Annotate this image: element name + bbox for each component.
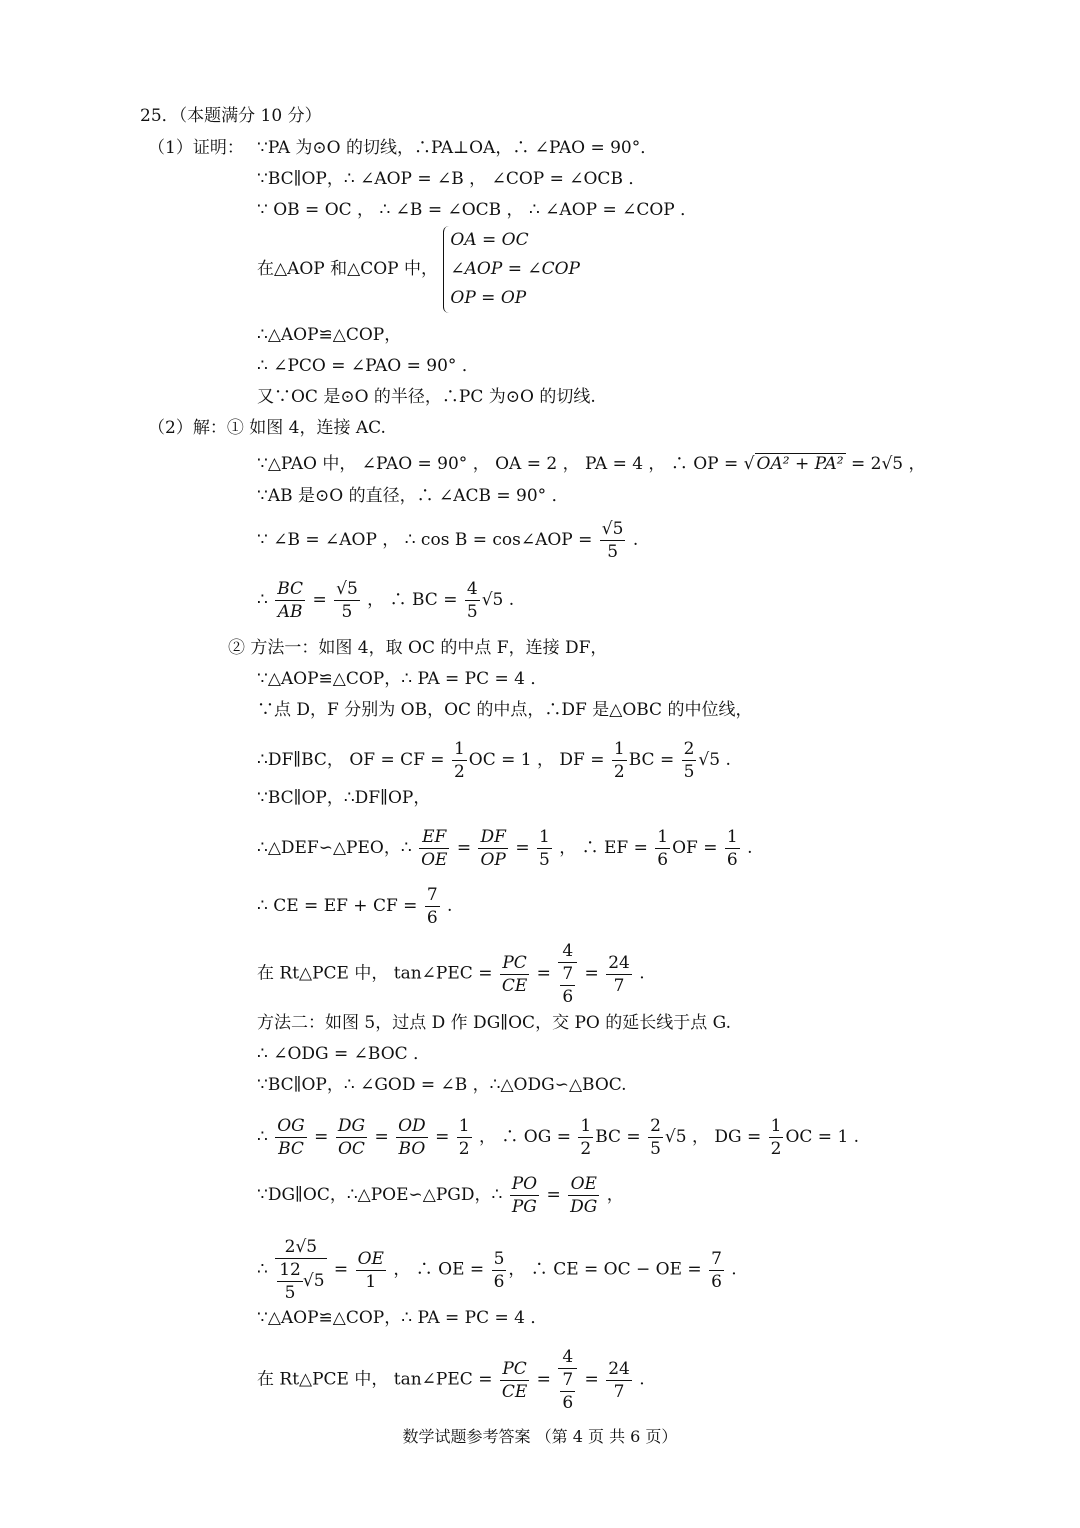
- therefore: ∴: [257, 1127, 274, 1147]
- part1-line1: ∵PA 为⊙O 的切线，∴PA⊥OA，∴ ∠PAO = 90°．: [257, 138, 658, 158]
- equals: =: [541, 1185, 567, 1205]
- ef-text: ， ∴ EF =: [553, 838, 654, 858]
- denominator: 5: [341, 602, 353, 622]
- numerator: 1: [538, 827, 550, 847]
- sqrt5: √5: [664, 1127, 687, 1147]
- period: .: [725, 1259, 737, 1280]
- numerator: 1: [657, 827, 669, 847]
- denominator: 2: [580, 1139, 592, 1159]
- equals: =: [308, 1127, 334, 1147]
- denominator: 5: [466, 602, 478, 622]
- sqrt5: √5: [698, 750, 721, 770]
- period: .: [441, 896, 453, 916]
- numerator: 12: [279, 1260, 301, 1280]
- oe-text: ， ∴ OE =: [387, 1259, 490, 1280]
- equals: =: [531, 1369, 557, 1390]
- fraction: [725, 826, 740, 871]
- complex-fraction: [558, 1346, 577, 1414]
- fraction: [510, 1173, 539, 1218]
- method2-line3: ∵BC∥OP，∴ ∠GOD = ∠B ，∴△ODG∽△BOC.: [257, 1075, 627, 1095]
- numerator: 2√5: [275, 1236, 326, 1259]
- df-text: ∴DF∥BC， OF = CF =: [257, 750, 450, 770]
- fraction: [492, 1248, 507, 1293]
- df-text3: BC =: [628, 750, 680, 770]
- fraction: [452, 738, 467, 783]
- denominator: 5: [538, 850, 550, 870]
- numerator: BC: [277, 579, 304, 599]
- triangle-compare-text: 在△AOP 和△COP 中，: [257, 259, 438, 279]
- equals: =: [307, 590, 333, 610]
- fraction: [465, 578, 480, 623]
- fraction: [425, 884, 440, 929]
- method2-line2: ∴ ∠ODG = ∠BOC ．: [257, 1044, 431, 1064]
- ce-text: ∴ CE = EF + CF =: [257, 896, 423, 916]
- denominator: BC: [278, 1139, 304, 1159]
- denominator: AB: [277, 602, 303, 622]
- dg-text: ， DG =: [686, 1127, 767, 1147]
- op-text: ∵△PAO 中， ∠PAO = 90° ， OA = 2 ， PA = 4 ， ∴ OP =: [257, 454, 744, 474]
- denominator: 5: [607, 542, 619, 562]
- fraction: [500, 1358, 529, 1403]
- system-eq2: ∠AOP = ∠COP: [450, 259, 580, 279]
- fraction: [457, 1115, 472, 1160]
- numerator: OG: [277, 1116, 305, 1136]
- part2-line4: [257, 578, 514, 623]
- method2-line7: ∵△AOP≌△COP，∴ PA = PC = 4 ．: [257, 1308, 548, 1328]
- denominator: PG: [511, 1197, 537, 1217]
- denominator: CE: [501, 1381, 528, 1402]
- denominator: CE: [501, 975, 528, 996]
- similar-text: ∵DG∥OC，∴△POE∽△PGD，∴: [257, 1185, 508, 1205]
- numerator: 2: [650, 1116, 661, 1136]
- equation-system: [443, 226, 580, 313]
- numerator: OE: [357, 1248, 384, 1269]
- denominator: 6: [711, 1271, 722, 1292]
- therefore: ∴: [257, 1259, 274, 1280]
- numerator: 2: [683, 739, 695, 759]
- numerator: 1: [770, 1116, 782, 1136]
- denominator: OC: [337, 1139, 365, 1159]
- numerator: PO: [511, 1174, 538, 1194]
- fraction: [275, 1115, 307, 1160]
- denominator: 6: [426, 908, 438, 928]
- period: .: [741, 838, 753, 858]
- numerator: DF: [480, 827, 506, 847]
- numerator: 4: [558, 1346, 577, 1369]
- similar-text: ∴△DEF∽△PEO，∴: [257, 838, 418, 858]
- numerator: 7: [562, 1370, 574, 1390]
- denominator: 5: [284, 1283, 296, 1303]
- system-eq1: OA = OC: [450, 230, 529, 250]
- fraction: [396, 1115, 428, 1160]
- equals: =: [369, 1127, 395, 1147]
- comma: ，: [601, 1185, 624, 1205]
- numerator: 1: [458, 1116, 470, 1136]
- numerator: 7: [562, 964, 574, 984]
- denominator: OP: [480, 850, 506, 870]
- fraction: [275, 578, 305, 623]
- numerator: 24: [608, 952, 630, 973]
- part2-label: （2）解：① 如图 4，连接 AC.: [148, 418, 386, 438]
- denominator: 7: [613, 1381, 625, 1402]
- method1-line3: ∵点 D，F 分别为 OB，OC 的中点，∴DF 是△OBC 的中位线，: [257, 700, 753, 720]
- denominator: 5: [683, 762, 695, 782]
- fraction: [682, 738, 697, 783]
- method2-line6: [257, 1236, 737, 1304]
- period: .: [503, 590, 515, 610]
- part1-line5: ∴△AOP≌△COP，: [257, 325, 402, 345]
- numerator: √5: [336, 579, 358, 599]
- og-text: ， ∴ OG =: [473, 1127, 577, 1147]
- numerator: 4: [558, 940, 577, 963]
- op-result: = 2√5 ，: [845, 454, 926, 474]
- part1-line2: ∵BC∥OP，∴ ∠AOP = ∠B ， ∠COP = ∠OCB ．: [257, 169, 646, 189]
- therefore: ∴: [257, 590, 274, 610]
- numerator: 1: [580, 1116, 592, 1136]
- part1-line6: ∴ ∠PCO = ∠PAO = 90° ．: [257, 356, 479, 376]
- fraction: [655, 826, 670, 871]
- equals: =: [451, 838, 477, 858]
- method1-line4: [257, 738, 731, 783]
- numerator: √5: [601, 519, 624, 539]
- denominator: 5: [650, 1139, 661, 1159]
- cos-text: ∵ ∠B = ∠AOP ， ∴ cos B = cos∠AOP =: [257, 530, 598, 550]
- equals: =: [509, 838, 535, 858]
- equals: =: [328, 1259, 354, 1280]
- fraction: [578, 1115, 593, 1160]
- equals: =: [429, 1127, 455, 1147]
- method2-line8: [257, 1346, 645, 1414]
- period: .: [627, 530, 639, 550]
- ce-text: ， ∴ CE = OC − OE =: [508, 1259, 708, 1280]
- numerator: 5: [493, 1248, 505, 1269]
- method1-line2: ∵△AOP≌△COP，∴ PA = PC = 4 ．: [257, 669, 548, 689]
- radicand: OA² + PA²: [756, 454, 844, 474]
- method1-line7: [257, 884, 452, 929]
- denominator: 1: [365, 1271, 377, 1292]
- inner-fraction: [560, 963, 575, 1008]
- method1-line5: ∵BC∥OP，∴DF∥OP，: [257, 788, 431, 808]
- method1-line1: ② 方法一：如图 4，取 OC 的中点 F，连接 DF，: [228, 638, 608, 658]
- part2-line2: ∵AB 是⊙O 的直径，∴ ∠ACB = 90° ．: [257, 486, 569, 506]
- numerator: DG: [337, 1116, 366, 1136]
- denominator: 6: [562, 987, 574, 1007]
- period: .: [633, 963, 645, 984]
- equals: =: [531, 963, 557, 984]
- denominator: 6: [726, 850, 738, 870]
- fraction: [356, 1248, 386, 1293]
- period: .: [720, 750, 731, 770]
- fraction: [500, 952, 529, 997]
- denominator: 6: [493, 1271, 505, 1292]
- fraction: [600, 518, 626, 563]
- of-text: OF =: [672, 838, 723, 858]
- equals: =: [579, 963, 605, 984]
- complex-fraction: [275, 1236, 326, 1304]
- bc-text: BC =: [595, 1127, 647, 1147]
- bc-text: ， ∴ BC =: [361, 590, 463, 610]
- system-eq3: OP = OP: [450, 288, 527, 308]
- denominator: BO: [398, 1139, 426, 1159]
- method1-line6: [257, 826, 753, 871]
- page-footer: 数学试题参考答案 （第 4 页 共 6 页）: [402, 1427, 678, 1446]
- fraction: [336, 1115, 367, 1160]
- numerator: PC: [500, 952, 529, 975]
- method2-line5: [257, 1173, 624, 1218]
- numerator: PC: [500, 1358, 529, 1381]
- denominator: [558, 1369, 577, 1414]
- part2-line3: [257, 518, 638, 563]
- fraction: [606, 952, 632, 997]
- fraction: [419, 826, 449, 871]
- tan-text: 在 Rt△PCE 中， tan∠PEC =: [257, 1369, 498, 1390]
- denominator: 2: [770, 1139, 782, 1159]
- problem-header: 25．（本题满分 10 分）: [140, 106, 322, 126]
- equals: =: [579, 1369, 605, 1390]
- sqrt5: √5: [481, 590, 504, 610]
- denominator: DG: [570, 1197, 598, 1217]
- numerator: 4: [466, 579, 478, 599]
- part1-label: （1）证明：: [148, 138, 244, 158]
- sqrt-sign: √: [743, 454, 755, 474]
- numerator: OD: [398, 1116, 426, 1136]
- numerator: 1: [453, 739, 465, 759]
- denominator: 2: [453, 762, 465, 782]
- numerator: 1: [613, 739, 625, 759]
- numerator: 1: [726, 827, 738, 847]
- denominator: 6: [562, 1393, 574, 1413]
- denominator: 6: [657, 850, 669, 870]
- tan-text: 在 Rt△PCE 中， tan∠PEC =: [257, 963, 498, 984]
- fraction: [568, 1173, 599, 1218]
- denominator: 2: [613, 762, 625, 782]
- fraction: [334, 578, 360, 623]
- complex-fraction: [558, 940, 577, 1008]
- numerator: 7: [711, 1248, 722, 1269]
- period: .: [633, 1369, 645, 1390]
- df-text2: OC = 1 ， DF =: [468, 750, 610, 770]
- part1-line3: ∵ OB = OC ， ∴ ∠B = ∠OCB ， ∴ ∠AOP = ∠COP ．: [257, 200, 698, 220]
- part2-line1: [257, 452, 926, 476]
- denominator: [275, 1259, 326, 1304]
- fraction: [648, 1115, 663, 1160]
- fraction: [709, 1248, 724, 1293]
- numerator: 7: [426, 885, 438, 905]
- oc-text: OC = 1 .: [785, 1127, 860, 1147]
- denominator: [558, 963, 577, 1008]
- numerator: EF: [419, 826, 449, 849]
- denominator: OE: [421, 850, 448, 870]
- numerator: 24: [608, 1358, 630, 1379]
- fraction: [612, 738, 627, 783]
- method2-line4: [257, 1115, 859, 1160]
- numerator: OE: [568, 1173, 599, 1196]
- inner-fraction: [560, 1369, 575, 1414]
- denominator: 2: [458, 1139, 470, 1159]
- inner-fraction: [277, 1259, 303, 1304]
- fraction: [769, 1115, 784, 1160]
- fraction: [478, 826, 507, 871]
- denominator: 7: [613, 975, 625, 996]
- part1-line4: [257, 226, 580, 313]
- method1-line8: [257, 940, 645, 1008]
- fraction: [537, 826, 552, 871]
- method2-line1: 方法二：如图 5，过点 D 作 DG∥OC，交 PO 的延长线于点 G.: [257, 1013, 732, 1033]
- part1-line7: 又∵OC 是⊙O 的半径，∴PC 为⊙O 的切线.: [257, 387, 596, 407]
- sqrt5: √5: [302, 1271, 325, 1291]
- fraction: [606, 1358, 632, 1403]
